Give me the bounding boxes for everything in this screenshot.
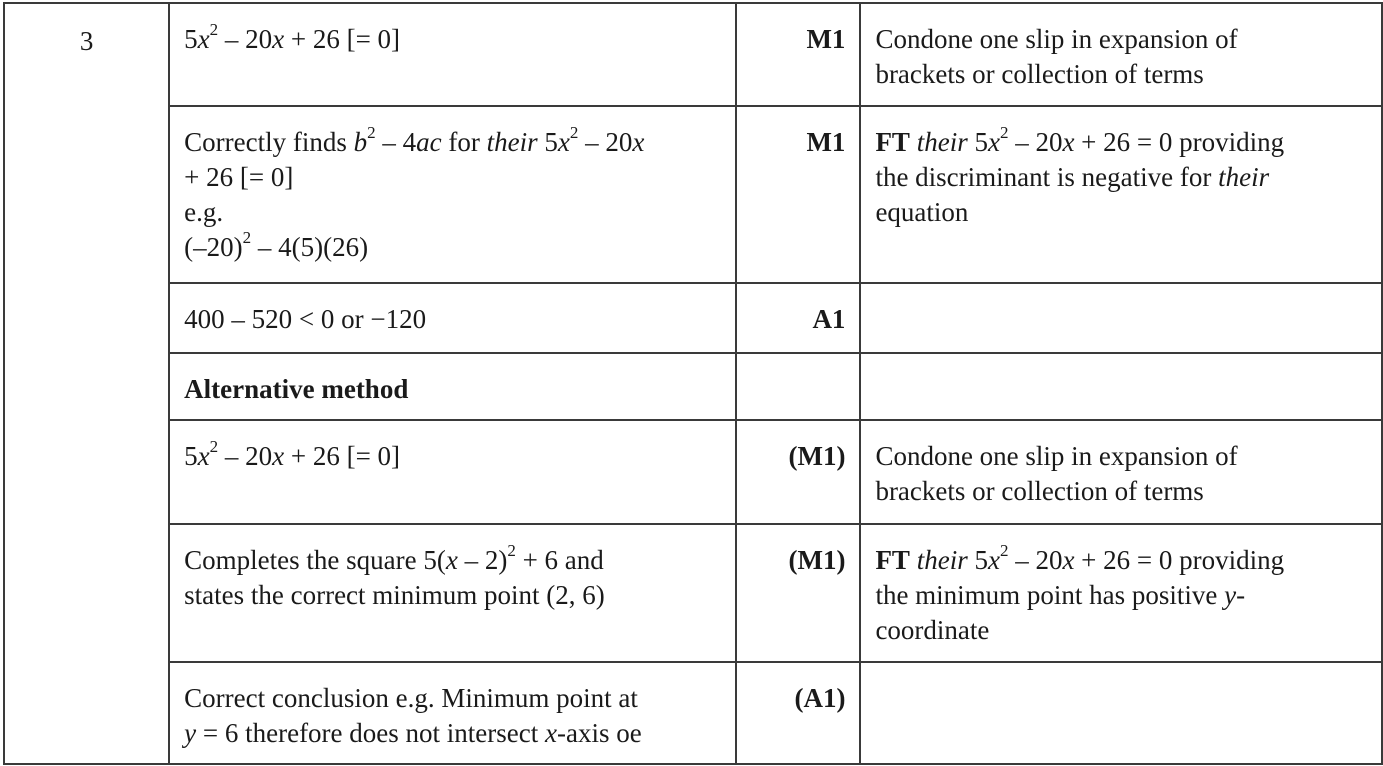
- text-run: Condone one slip in expansion of: [875, 441, 1238, 471]
- text-run: Correct conclusion e.g. Minimum point at: [184, 683, 638, 713]
- text-run: – 20: [1008, 127, 1063, 157]
- text-run: – 20: [218, 24, 273, 54]
- superscript: 2: [367, 123, 376, 142]
- text-line: [184, 372, 721, 407]
- text-run: FT: [875, 545, 910, 575]
- text-run: x: [272, 441, 285, 471]
- guidance-text: [861, 4, 1381, 92]
- text-line: [875, 57, 1367, 92]
- answer-cell: [169, 420, 736, 524]
- text-line: [875, 474, 1367, 509]
- text-run: + 26 [= 0]: [284, 24, 401, 54]
- text-line: [184, 302, 721, 337]
- mark-cell: [736, 420, 861, 524]
- mark-label: M1: [806, 24, 846, 54]
- guidance-cell: [860, 283, 1382, 353]
- superscript: 2: [209, 20, 219, 39]
- text-run: their: [916, 127, 968, 157]
- text-run: for: [441, 127, 487, 157]
- text-line: [184, 160, 721, 195]
- superscript: 2: [999, 541, 1009, 560]
- text-run: x: [544, 718, 557, 748]
- guidance-text: [861, 107, 1381, 230]
- text-run: y: [1224, 580, 1237, 610]
- text-line: [875, 160, 1367, 195]
- text-run: e.g.: [184, 197, 224, 227]
- table-row: [4, 106, 1382, 283]
- text-run: coordinate: [875, 615, 990, 645]
- superscript: 2: [209, 437, 219, 456]
- mark-cell: [736, 106, 861, 283]
- text-run: x: [1062, 127, 1075, 157]
- text-run: x: [272, 24, 285, 54]
- text-run: 5: [967, 545, 988, 575]
- mark-label: (A1): [794, 683, 846, 713]
- guidance-text: [861, 284, 1381, 302]
- mark-cell: [736, 283, 861, 353]
- text-run: x: [987, 545, 1000, 575]
- mark-cell: [736, 662, 861, 764]
- text-run: Correctly finds: [184, 127, 354, 157]
- answer-cell: [169, 283, 736, 353]
- text-run: + 26 [= 0]: [184, 162, 294, 192]
- text-line: [184, 578, 721, 613]
- text-line: [184, 543, 721, 578]
- answer-cell: [169, 524, 736, 662]
- text-run: -axis oe: [556, 718, 642, 748]
- guidance-cell: [860, 420, 1382, 524]
- text-line: [875, 439, 1367, 474]
- mark-label: (M1): [788, 545, 846, 575]
- text-run: 5: [184, 24, 198, 54]
- mark-scheme-table: [3, 2, 1383, 765]
- answer-text: [170, 421, 735, 474]
- text-run: x: [632, 127, 645, 157]
- text-run: the minimum point has positive: [875, 580, 1225, 610]
- table-row: [4, 420, 1382, 524]
- text-run: equation: [875, 197, 969, 227]
- text-run: x: [1062, 545, 1075, 575]
- text-run: FT: [875, 127, 910, 157]
- superscript: 2: [242, 228, 252, 247]
- guidance-cell: [860, 353, 1382, 420]
- superscript: 2: [507, 541, 516, 560]
- text-run: (–20): [184, 232, 243, 262]
- text-run: their: [1218, 162, 1270, 192]
- text-line: [875, 543, 1367, 578]
- text-run: their: [486, 127, 538, 157]
- answer-text: [170, 4, 735, 57]
- text-run: [910, 545, 917, 575]
- text-run: 5: [537, 127, 558, 157]
- text-run: 5: [967, 127, 988, 157]
- text-line: [184, 195, 721, 230]
- answer-text: [170, 107, 735, 265]
- text-run: – 4(5)(26): [251, 232, 369, 262]
- text-run: + 26 = 0 providing: [1074, 127, 1285, 157]
- text-run: [910, 127, 917, 157]
- table-row: [4, 283, 1382, 353]
- text-run: Alternative method: [184, 374, 409, 404]
- mark-cell: [736, 524, 861, 662]
- answer-cell: [169, 662, 736, 764]
- answer-text: [170, 284, 735, 337]
- text-line: [875, 125, 1367, 160]
- text-run: 5: [184, 441, 198, 471]
- answer-cell: [169, 3, 736, 106]
- table-row: [4, 662, 1382, 764]
- text-run: b: [353, 127, 368, 157]
- guidance-cell: [860, 3, 1382, 106]
- text-run: x: [445, 545, 458, 575]
- answer-text: [170, 525, 735, 613]
- text-run: brackets or collection of terms: [875, 476, 1204, 506]
- answer-text: [170, 663, 735, 751]
- text-run: states the correct minimum point (2, 6): [184, 580, 605, 610]
- table-row: [4, 3, 1382, 106]
- text-run: – 2): [457, 545, 508, 575]
- section-heading: [170, 354, 735, 407]
- mark-cell: [736, 353, 861, 420]
- text-run: + 26 [= 0]: [284, 441, 401, 471]
- guidance-cell: [860, 662, 1382, 764]
- text-run: x: [987, 127, 1000, 157]
- mark-label: (M1): [788, 441, 846, 471]
- text-run: = 6 therefore does not intersect: [196, 718, 545, 748]
- text-run: Completes the square 5(: [184, 545, 446, 575]
- guidance-text: [861, 354, 1381, 372]
- text-run: ac: [416, 127, 442, 157]
- text-run: + 26 = 0 providing: [1074, 545, 1285, 575]
- text-run: x: [197, 441, 210, 471]
- text-line: [184, 716, 721, 751]
- text-run: + 6 and: [515, 545, 604, 575]
- text-line: [875, 22, 1367, 57]
- text-line: [875, 578, 1367, 613]
- guidance-text: [861, 525, 1381, 648]
- guidance-cell: [860, 524, 1382, 662]
- superscript: 2: [569, 123, 579, 142]
- text-run: -: [1236, 580, 1246, 610]
- text-run: – 20: [578, 127, 633, 157]
- guidance-text: [861, 663, 1381, 681]
- text-run: Condone one slip in expansion of: [875, 24, 1238, 54]
- mark-label: M1: [806, 127, 846, 157]
- text-line: [184, 230, 721, 265]
- text-run: the discriminant is negative for: [875, 162, 1219, 192]
- table-row: [4, 353, 1382, 420]
- text-run: brackets or collection of terms: [875, 59, 1204, 89]
- text-run: – 4: [375, 127, 417, 157]
- superscript: 2: [999, 123, 1009, 142]
- guidance-cell: [860, 106, 1382, 283]
- text-line: [875, 195, 1367, 230]
- guidance-text: [861, 421, 1381, 509]
- mark-cell: [736, 3, 861, 106]
- table-row: [4, 524, 1382, 662]
- mark-label: A1: [812, 304, 846, 334]
- text-run: – 20: [218, 441, 273, 471]
- text-line: [875, 613, 1367, 648]
- answer-cell: [169, 106, 736, 283]
- text-line: [184, 125, 721, 160]
- text-run: y: [184, 718, 197, 748]
- text-run: – 20: [1008, 545, 1063, 575]
- mark-label: [737, 354, 860, 372]
- section-heading-cell: [169, 353, 736, 420]
- text-line: [184, 22, 721, 57]
- text-line: [184, 681, 721, 716]
- text-run: 400 – 520 < 0 or −120: [184, 304, 427, 334]
- text-run: x: [197, 24, 210, 54]
- text-run: their: [916, 545, 968, 575]
- text-line: [184, 439, 721, 474]
- text-run: x: [557, 127, 570, 157]
- question-number-cell: [4, 3, 169, 764]
- question-number: 3: [79, 26, 94, 56]
